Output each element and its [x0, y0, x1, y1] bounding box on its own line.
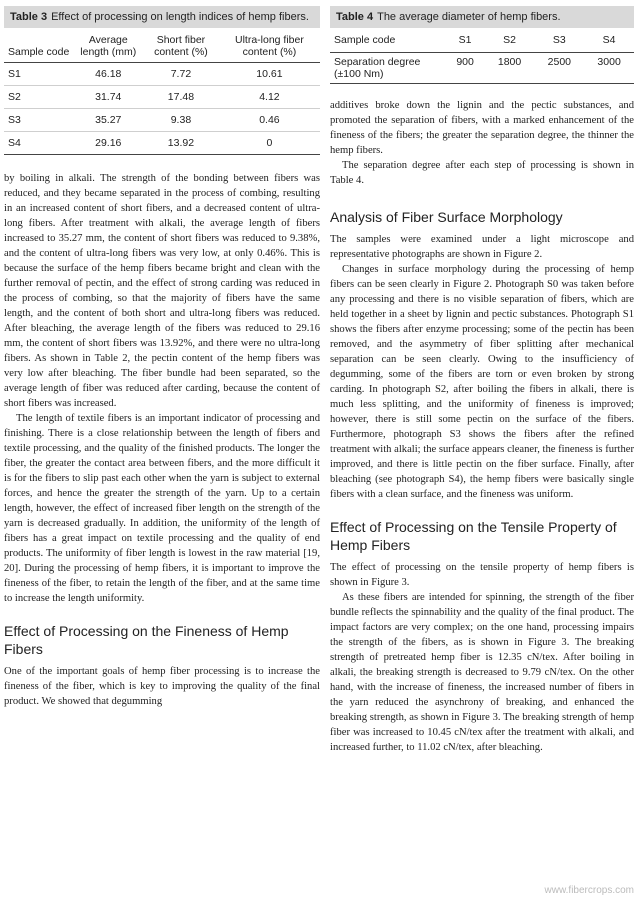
table4	[330, 28, 634, 84]
table3-header: Sample code	[8, 46, 70, 58]
section-heading: Effect of Processing on the Tensile Property of Hemp Fibers	[330, 519, 617, 553]
table-cell: 4.12	[219, 86, 320, 109]
table3-caption-text: Effect of processing on length indices of hemp fibers.	[51, 11, 309, 23]
table-cell: 2500	[547, 56, 571, 68]
table-cell: S1	[8, 68, 21, 80]
table4-header: S4	[602, 34, 616, 46]
table4-header: S3	[552, 34, 566, 46]
table-cell: 900	[456, 56, 474, 68]
table-cell: 29.16	[74, 132, 144, 155]
table-cell: 17.48	[143, 86, 219, 109]
table-cell: 7.72	[170, 68, 192, 80]
table-row	[4, 109, 320, 132]
watermark-text: www.fibercrops.com	[544, 885, 634, 896]
table-cell: 0	[219, 132, 320, 155]
body-paragraph: One of the important goals of hemp fiber processing is to increase the fineness of the fiber, which is key to improving the quality of the final product. We showed that degumming	[4, 666, 320, 707]
body-paragraph: The length of textile fibers is an important indicator of processing and finishing. There is a close relationship between the length of fibers and textile processing, and the quality of the finished products. The longer the fiber, the greater the contact area between fibers, and the more difficult it is for the fibers to slip past each other when the yarn is subject to external forces, and hence the greater the strength of the yarn. Up to a certain length, however, the effect of increased fiber length on the strength of the yarn is decreased gradually. In addition, the uniformity of the length of fibers has a great impact on textile processing and the quality of end products. The uniformity of fiber length is lowest in the raw material [19, 20]. During the processing of hemp fibers, it is important to improve the fineness of the fiber, to retain the length of the fiber, and at the same time to increase the length uniformity.	[4, 413, 320, 604]
table-cell: Separation degree (±100 Nm)	[334, 56, 421, 80]
table-row	[4, 86, 320, 109]
table-cell: 13.92	[143, 132, 219, 155]
table4-header: Sample code	[334, 34, 396, 46]
body-paragraph: The effect of processing on the tensile property of hemp fibers is shown in Figure 3.	[330, 562, 634, 588]
table-cell: 0.46	[219, 109, 320, 132]
table3	[4, 28, 320, 155]
section-heading: Effect of Processing on the Fineness of Hemp Fibers	[4, 623, 289, 657]
table3-label: Table 3	[10, 11, 48, 23]
table4-caption	[330, 6, 634, 28]
table-row	[4, 132, 320, 155]
table-cell: 46.18	[95, 68, 122, 80]
table4-header: S1	[458, 34, 472, 46]
table-cell: 9.38	[143, 109, 219, 132]
table4-caption-text: The average diameter of hemp fibers.	[377, 11, 561, 23]
table-row	[4, 63, 320, 86]
body-paragraph: The samples were examined under a light microscope and representative photographs are shown in Figure 2.	[330, 234, 634, 260]
table3-header: Ultra-long fiber content (%)	[234, 34, 304, 58]
right-column	[330, 0, 634, 755]
body-paragraph: additives broke down the lignin and the pectic substances, and promoted the separation of fibers, with a marked enhancement of the fineness of the fibers; the greater the separation degree, the thinner the hemp fibers.	[330, 100, 634, 156]
body-paragraph: The separation degree after each step of processing is shown in Table 4.	[330, 160, 634, 186]
table-cell: 31.74	[74, 86, 144, 109]
table-cell: 3000	[597, 56, 621, 68]
left-column	[4, 0, 320, 709]
body-paragraph: As these fibers are intended for spinning, the strength of the fiber bundle reflects the spinnability and the quality of the final product. The impact factors are very complex; on the one hand, processing impairs the strength of the fibers, as is shown in Figure 3. The breaking strength of pretreated hemp fiber is 12.35 cN/tex. After boiling in alkali, the breaking strength is decreased to 9.79 cN/tex. On the other hand, with the increase of fineness, the increased number of fibers in the yarn reduced the asynchrony of breaking, and enhanced the breaking strength, as shown in Figure 3. The breaking strength of hemp fiber was increased to 10.45 cN/tex after the treatment with alkali, and increased further, to 11.02 cN/tex, after bleaching.	[330, 592, 634, 753]
table-cell: S2	[4, 86, 74, 109]
table-cell: 10.61	[256, 68, 283, 80]
table3-header: Short fiber content (%)	[154, 34, 208, 58]
section-heading: Analysis of Fiber Surface Morphology	[330, 209, 563, 225]
table4-header: S2	[503, 34, 516, 46]
table-row	[330, 53, 634, 84]
table-cell: 1800	[497, 56, 522, 68]
table3-header: Average length (mm)	[80, 34, 137, 58]
table4-label: Table 4	[336, 11, 374, 23]
table3-caption	[4, 6, 320, 28]
body-paragraph: by boiling in alkali. The strength of the bonding between fibers was reduced, and they became separated in the process of combing, resulting in an increased content of short fibers, and a decreased content of ultra-long fibers. After treatment with alkali, the average length of fibers increased to 35.27 mm, the content of short fibers was reduced to 9.38%, and the content of ultra-long fibers was very low, at only 0.46%. This is because the surface of the hemp fibers became bright and clean with the further removal of pectin, and the effect of strong carding was reduced in the process of combing, so that the majority of fibers have the same length, and the content of both short and ultra-long fibers was reduced. After bleaching, the average length of the fibers was reduced to 29.16 mm, the content of short fibers was 13.92%, and there were no ultra-long fibers. As shown in Table 2, the pectin content of the hemp fibers was very low after bleaching. The fiber bundle had been separated, so the average length of fiber was reduced after carding, because the content of short fibers was increased.	[4, 173, 320, 409]
table-cell: 35.27	[74, 109, 144, 132]
table-cell: S3	[4, 109, 74, 132]
body-paragraph: Changes in surface morphology during the processing of hemp fibers can be seen clearly in Figure 2. Photograph S0 was taken before any processing and there is no visible separation of fibers, which are held together in a sheet by lignin and pectic substances. Photograph S1 shows the fibers after enzyme processing; some of the pectin has been removed, and the asymmetry of fiber splitting after mechanical separation can be seen clearly. Owing to the insufficiency of degumming, some of the fibers are torn or even broken by strong carding. In photograph S2, after boiling the fibers in alkali, there is much less splitting, and the uniformity of fineness is improved; however, there is still some pectin on the surface of the fibers. Furthermore, photograph S3 shows the fibers after the refined treatment with alkali; the surface appears cleaner, the fineness is further improved, and there is little pectin on the fiber surface. Finally, after bleaching (see photograph S4), the hemp fibers were basically single fibers with a clean surface, and the fineness was uniform.	[330, 264, 635, 500]
table-cell: S4	[4, 132, 74, 155]
